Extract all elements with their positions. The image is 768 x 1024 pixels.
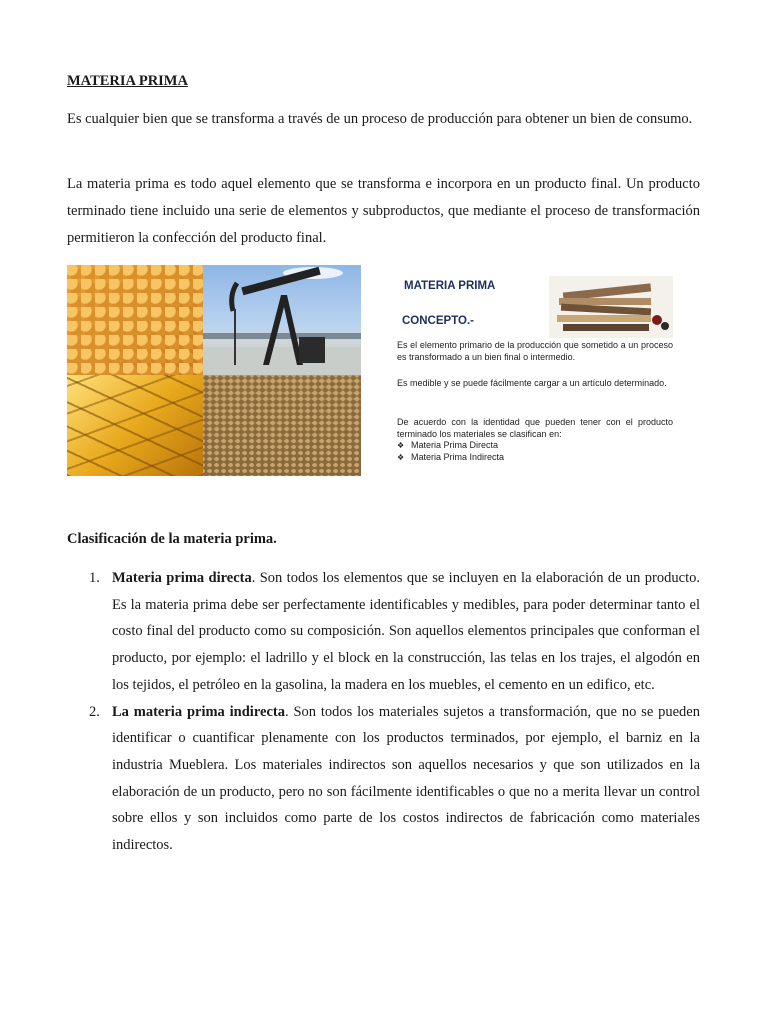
classification-list [67,565,700,859]
list-text: . Son todos los materiales sujetos a transformación, que no se pueden identificar o cuantificar plenamente con los productos terminados, por ejemplo, el barniz en la industria Mueblera. Los materiales indirectos son aquellos necesarios y que son utilizados en la elaboración de un producto, pero no son fácilmente identificables o que no a merita llevar un control sobre ellos y son incluidos como parte de los costos indirectos de fabricación como materiales indirectos. [112,703,700,854]
definition-paragraph: Es cualquier bien que se transforma a través de un proceso de producción para obtener un bien de consumo. [67,111,693,127]
description-paragraph: La materia prima es todo aquel elemento que se transforma e incorpora en un producto final. Un producto terminado tiene incluido una serie de elementos y subproductos, que mediante el proceso de transformación permitieron la confección del producto final. [67,176,700,246]
card-bullet-item: ❖ Materia Prima Indirecta [397,452,673,464]
gold-bars-image [67,375,203,476]
card-bullet-list [397,440,673,463]
list-term: Materia prima directa [112,570,252,586]
card-subheading: CONCEPTO.- [402,315,474,327]
concept-card [384,272,680,476]
page-title: MATERIA PRIMA [67,73,188,89]
list-number: 2. [89,703,100,720]
list-item [67,565,700,699]
card-heading: MATERIA PRIMA [404,280,496,292]
list-term: La materia prima indirecta [112,703,285,720]
oil-pump-image [203,265,361,375]
card-text-definition: Es el elemento primario de la producción que sometido a un proceso es transformado a un bien final o intermedio. [397,340,673,362]
raw-materials-collage [67,265,361,476]
card-bullet-item: ❖ Materia Prima Directa [397,440,673,452]
wheat-grain-image [203,375,361,476]
list-item [67,699,700,859]
card-text-classification [397,417,673,463]
list-number: 1. [89,570,100,586]
section-heading: Clasificación de la materia prima. [67,531,277,547]
books-image [549,276,673,338]
corn-image [67,265,203,375]
card-classification-intro: De acuerdo con la identidad que pueden tener con el producto terminado los materiales se clasifican en: [397,417,673,439]
card-text-measurable: Es medible y se puede fácilmente cargar a un artículo determinado. [397,378,667,388]
list-text: . Son todos los elementos que se incluyen en la elaboración de un producto. Es la materia prima debe ser perfectamente identificables y medibles, para poder determinar tanto el costo final del producto como su composición. Son aquellos elementos principales que conforman el producto, por ejemplo: el ladrillo y el block en la construcción, las telas en los trajes, el algodón en los tejidos, el petróleo en la gasolina, la madera en los muebles, el cemento en un edifico, etc. [112,570,700,693]
